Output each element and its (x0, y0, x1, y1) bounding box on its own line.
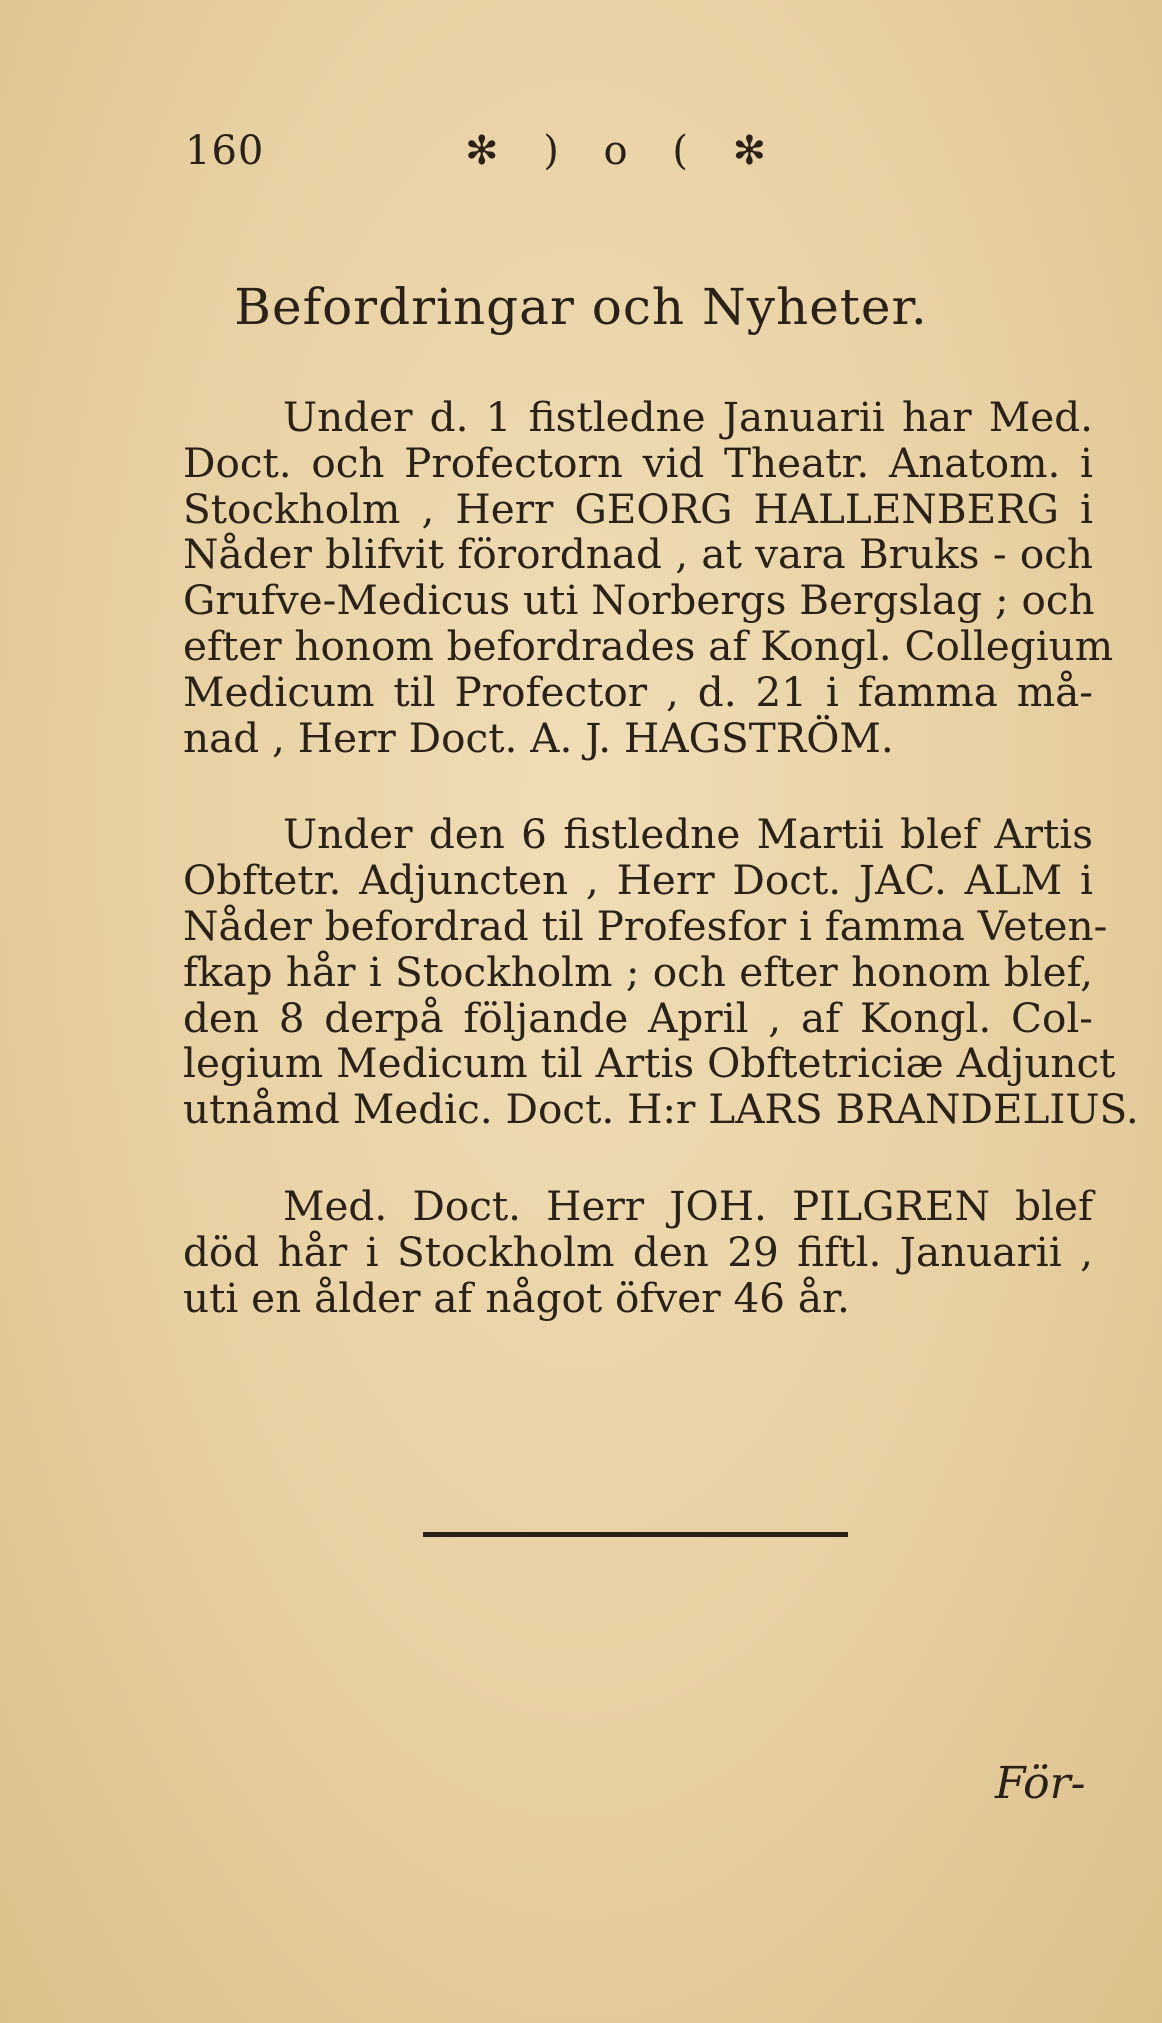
text-line: död hår i Stockholm den 29 fiftl. Januarii , (183, 1227, 1093, 1276)
text-line: efter honom befordrades af Kongl. Collegium (183, 621, 1114, 670)
body-text (183, 393, 1139, 1372)
text-line: legium Medicum til Artis Obftetriciæ Adjunct (183, 1039, 1116, 1088)
text-line: Under den 6 fistledne Martii blef Artis (283, 810, 1093, 859)
section-divider (423, 1532, 848, 1537)
text-line: den 8 derpå följande April , af Kongl. Col- (183, 993, 1093, 1042)
page-header (185, 128, 985, 188)
paragraph-3 (183, 1181, 1093, 1322)
text-line: fkap hår i Stockholm ; och efter honom blef, (183, 947, 1093, 996)
text-line: Medicum til Profector , d. 21 i famma må- (183, 667, 1093, 716)
text-line: Obftetr. Adjuncten , Herr Doct. JAC. ALM i (183, 856, 1093, 905)
text-line: Grufve-Medicus uti Norbergs Bergslag ; och (183, 576, 1095, 625)
text-line: Stockholm , Herr GEORG HALLENBERG i (183, 484, 1093, 533)
text-line: Under d. 1 fistledne Januarii har Med. (283, 393, 1093, 441)
text-line: uti en ålder af något öfver 46 år. (183, 1273, 850, 1322)
catchword: För- (995, 1758, 1086, 1809)
text-line: Doct. och Profectorn vid Theatr. Anatom. i (183, 438, 1093, 487)
text-line: Med. Doct. Herr JOH. PILGREN blef (283, 1181, 1093, 1230)
page-number: 160 (185, 128, 265, 174)
text-line: nad , Herr Doct. A. J. HAGSTRÖM. (183, 713, 894, 762)
text-line: Nåder blifvit förordnad , at vara Bruks - och (183, 530, 1093, 579)
header-ornament: ✻ ) o ( ✻ (465, 128, 783, 174)
paragraph-2 (183, 810, 1139, 1134)
text-line: utnåmd Medic. Doct. H:r LARS BRANDELIUS. (183, 1085, 1139, 1134)
text-line: Nåder befordrad til Profesfor i famma Veten- (183, 901, 1108, 950)
paragraph-1 (183, 393, 1114, 762)
section-title: Befordringar och Nyheter. (234, 278, 928, 336)
